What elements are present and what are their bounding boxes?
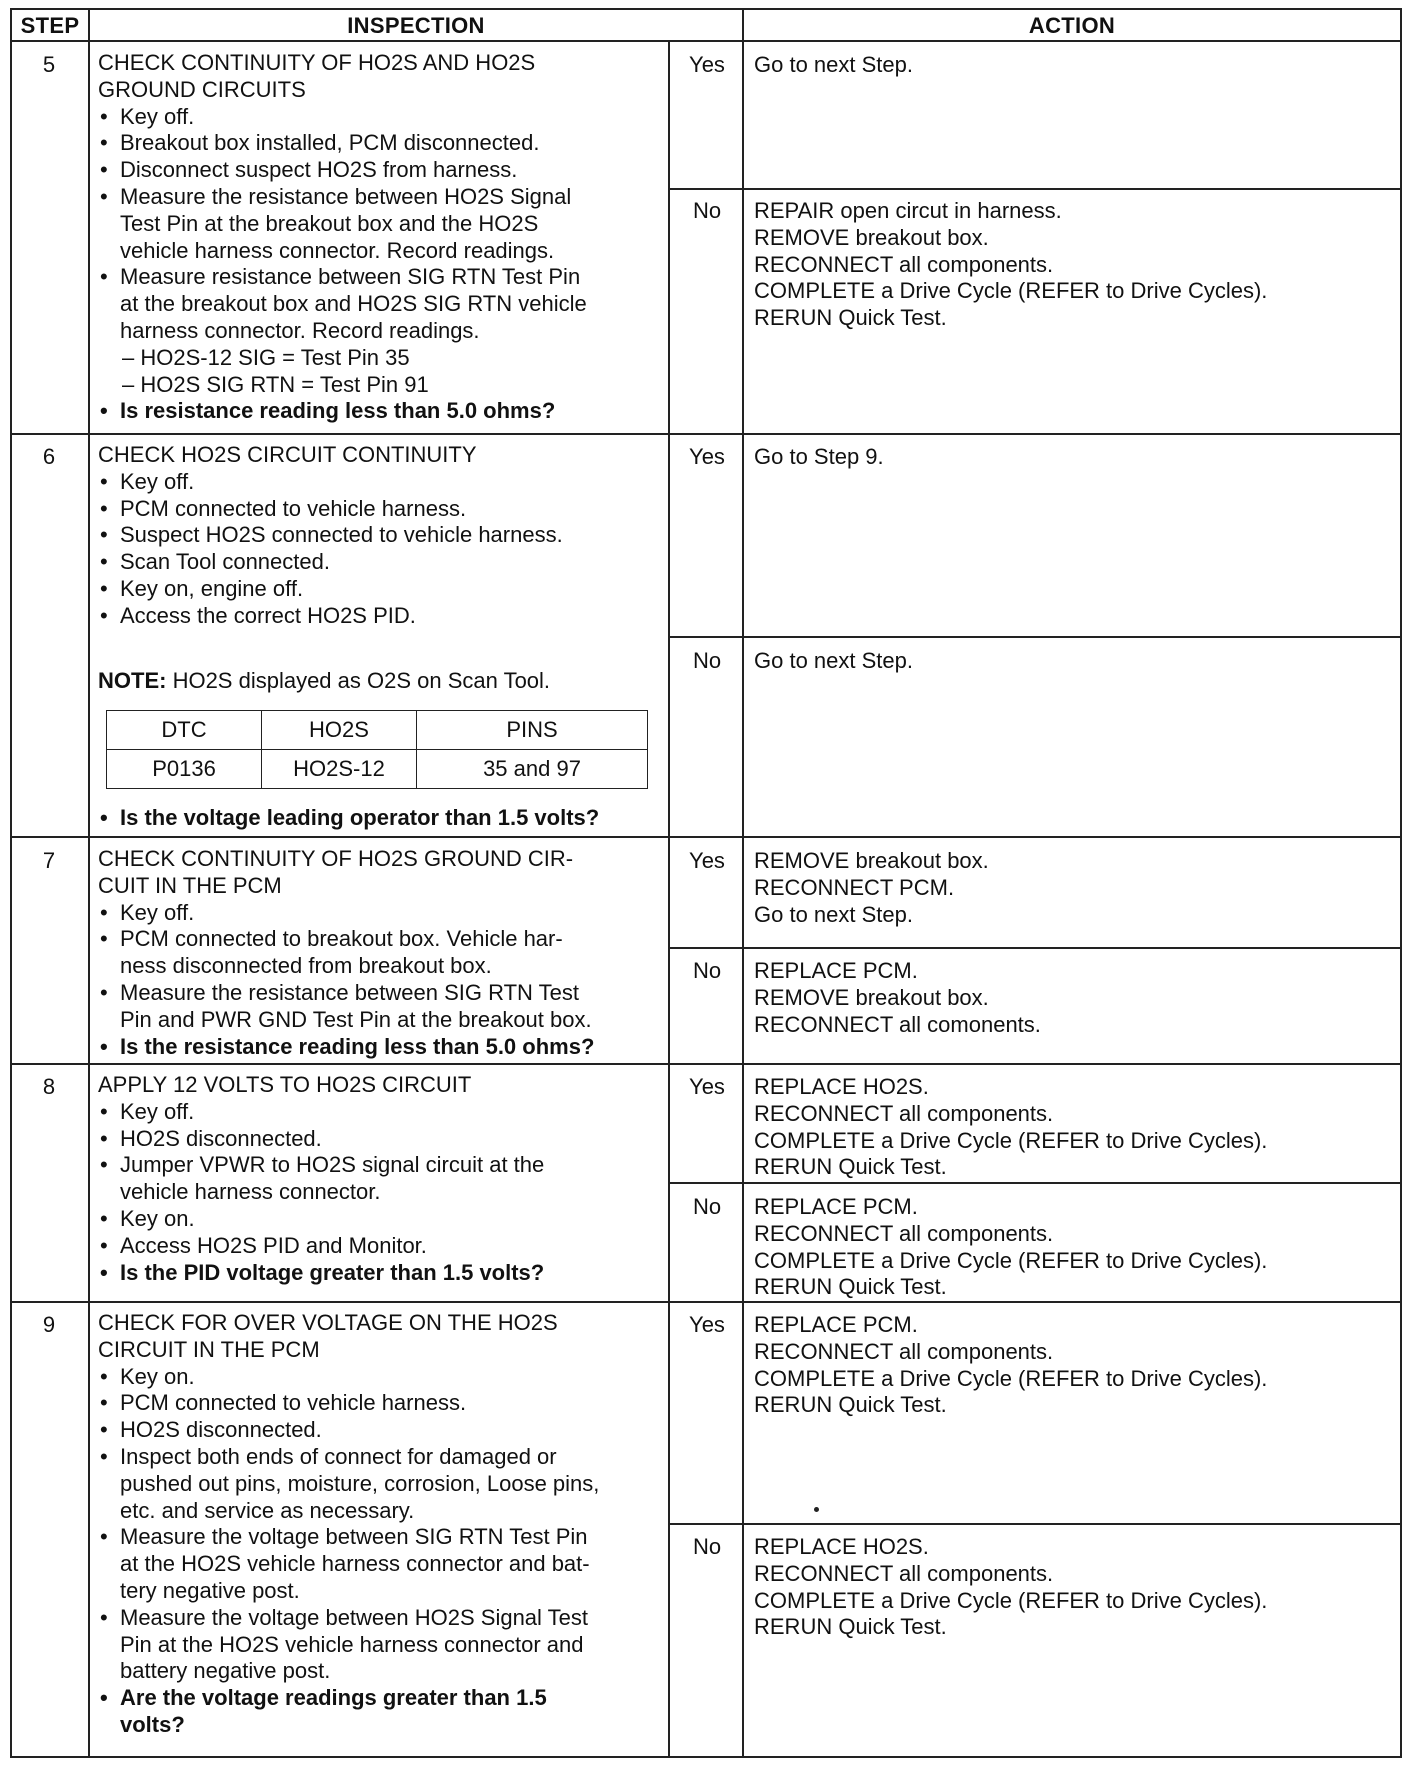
- bullet-item: • Measure the voltage between HO2S Signal Test Pin at the HO2S vehicle harness connector and battery negative post.: [98, 1605, 664, 1685]
- sub-item: – HO2S-12 SIG = Test Pin 35: [122, 344, 410, 370]
- bullet-item: • Key on.: [98, 1206, 664, 1233]
- step-question: • Is resistance reading less than 5.0 ohms?: [98, 398, 664, 425]
- bullet-item: • Key off.: [98, 104, 664, 131]
- col-divider-inspection-yn: [668, 42, 670, 1756]
- step-question: • Is the resistance reading less than 5.0 ohms?: [98, 1034, 664, 1061]
- no-action: REPLACE HO2S. RECONNECT all components. COMPLETE a Drive Cycle (REFER to Drive Cycles). RERUN Quick Test.: [754, 1534, 1268, 1640]
- step-title: CHECK FOR OVER VOLTAGE ON THE HO2S CIRCUIT IN THE PCM: [98, 1310, 558, 1362]
- bullet-item: • Key off.: [98, 900, 664, 927]
- step-question: • Is the PID voltage greater than 1.5 volts?: [98, 1260, 664, 1287]
- bullet-item: • PCM connected to vehicle harness.: [98, 1390, 664, 1417]
- yes-action: Go to Step 9.: [754, 444, 884, 469]
- yes-label: Yes: [689, 444, 725, 469]
- step-5-inspection: [98, 50, 664, 425]
- yes-no-divider: [668, 1182, 1400, 1184]
- bullet-item: • Key off.: [98, 1099, 664, 1126]
- header-inspection: INSPECTION: [347, 13, 485, 38]
- step-question: • Are the voltage readings greater than 1.5 volts?: [98, 1685, 664, 1739]
- table-header-cell: DTC: [107, 711, 262, 750]
- no-label: No: [692, 958, 722, 983]
- no-label: No: [692, 1534, 722, 1559]
- yes-label: Yes: [689, 848, 725, 873]
- step-6-question: [98, 805, 668, 832]
- bullet-item: • Breakout box installed, PCM disconnected.: [98, 130, 664, 157]
- table-header-cell: HO2S: [262, 711, 417, 750]
- note-label: NOTE:: [98, 668, 167, 693]
- yes-label: Yes: [689, 1312, 725, 1337]
- no-label: No: [692, 198, 722, 223]
- no-label: No: [692, 1194, 722, 1219]
- yes-action: REPLACE PCM. RECONNECT all components. COMPLETE a Drive Cycle (REFER to Drive Cycles). RERUN Quick Test.: [754, 1312, 1268, 1418]
- yes-label: Yes: [689, 52, 725, 77]
- note: [98, 668, 550, 694]
- yes-label: Yes: [689, 1074, 725, 1099]
- step-number: 6: [42, 444, 56, 469]
- bullet-item: • Key on, engine off.: [98, 576, 664, 603]
- step-number: 8: [42, 1074, 56, 1099]
- step-title: CHECK HO2S CIRCUIT CONTINUITY: [98, 442, 477, 467]
- bullet-item: • HO2S disconnected.: [98, 1417, 664, 1444]
- table-cell: 35 and 97: [417, 750, 648, 789]
- step-title: APPLY 12 VOLTS TO HO2S CIRCUIT: [98, 1072, 472, 1097]
- bullet-item: • Key on.: [98, 1364, 664, 1391]
- step-title: CHECK CONTINUITY OF HO2S GROUND CIR- CUIT IN THE PCM: [98, 846, 574, 898]
- table-row: [107, 750, 648, 789]
- no-label: No: [692, 648, 722, 673]
- no-action: REPLACE PCM. REMOVE breakout box. RECONNECT all comonents.: [754, 958, 1041, 1037]
- step-7-inspection: [98, 846, 664, 1060]
- no-action: REPLACE PCM. RECONNECT all components. COMPLETE a Drive Cycle (REFER to Drive Cycles). RERUN Quick Test.: [754, 1194, 1268, 1300]
- table-cell: HO2S-12: [262, 750, 417, 789]
- no-action: Go to next Step.: [754, 648, 913, 673]
- row-divider: [12, 836, 1400, 838]
- bullet-item: • Measure resistance between SIG RTN Test Pin at the breakout box and HO2S SIG RTN vehicle harness connector. Record readings. – HO2S-12 SIG = Test Pin 35 – HO2S SIG RTN = Test Pin 91: [98, 264, 664, 398]
- bullet-item: • Suspect HO2S connected to vehicle harness.: [98, 522, 664, 549]
- step-number: 5: [42, 52, 56, 77]
- bullet-item: • Key off.: [98, 469, 664, 496]
- diagnostic-table: [10, 8, 1402, 1758]
- yes-no-divider: [668, 1523, 1400, 1525]
- row-divider: [12, 1301, 1400, 1303]
- bullet-item: • HO2S disconnected.: [98, 1126, 664, 1153]
- table-header-row: [107, 711, 648, 750]
- yes-action: Go to next Step.: [754, 52, 913, 77]
- col-divider-action: [742, 10, 744, 1756]
- bullet-item: • Access the correct HO2S PID.: [98, 603, 664, 630]
- step-number: 7: [42, 848, 56, 873]
- yes-action: REPLACE HO2S. RECONNECT all components. COMPLETE a Drive Cycle (REFER to Drive Cycles). RERUN Quick Test.: [754, 1074, 1268, 1180]
- bullet-item: • Jumper VPWR to HO2S signal circuit at the vehicle harness connector.: [98, 1152, 664, 1206]
- step-question: • Is the voltage leading operator than 1.5 volts?: [98, 805, 668, 832]
- step-title: CHECK CONTINUITY OF HO2S AND HO2S GROUND CIRCUITS: [98, 50, 536, 102]
- note-text: HO2S displayed as O2S on Scan Tool.: [166, 668, 551, 693]
- bullet-item: • Access HO2S PID and Monitor.: [98, 1233, 664, 1260]
- yes-no-divider: [668, 636, 1400, 638]
- bullet-item: • Inspect both ends of connect for damaged or pushed out pins, moisture, corrosion, Loose pins, etc. and service as necessary.: [98, 1444, 664, 1524]
- step-number: 9: [42, 1312, 56, 1337]
- sub-item: – HO2S SIG RTN = Test Pin 91: [122, 371, 429, 397]
- dtc-pin-table: [106, 710, 648, 789]
- yes-action: REMOVE breakout box. RECONNECT PCM. Go to next Step.: [754, 848, 989, 927]
- table-header-cell: PINS: [417, 711, 648, 750]
- yes-no-divider: [668, 188, 1400, 190]
- bullet-item: • PCM connected to breakout box. Vehicle har- ness disconnected from breakout box.: [98, 926, 664, 980]
- row-divider: [12, 433, 1400, 435]
- step-6-inspection: [98, 442, 664, 630]
- bullet-item: • Disconnect suspect HO2S from harness.: [98, 157, 664, 184]
- step-9-inspection: [98, 1310, 664, 1739]
- table-cell: P0136: [107, 750, 262, 789]
- row-divider: [12, 1063, 1400, 1065]
- header-step: STEP: [20, 13, 80, 38]
- col-divider-step: [88, 10, 90, 1756]
- no-action: REPAIR open circut in harness. REMOVE breakout box. RECONNECT all components. COMPLETE a Drive Cycle (REFER to Drive Cycles). RERUN Quick Test.: [754, 198, 1268, 331]
- bullet-item: • Measure the resistance between HO2S Signal Test Pin at the breakout box and the HO2S vehicle harness connector. Record readings.: [98, 184, 664, 264]
- stray-mark: [814, 1507, 819, 1512]
- bullet-item: • Measure the voltage between SIG RTN Test Pin at the HO2S vehicle harness connector and bat- tery negative post.: [98, 1524, 664, 1604]
- yes-no-divider: [668, 947, 1400, 949]
- header-action: ACTION: [1028, 13, 1116, 38]
- bullet-item: • Measure the resistance between SIG RTN Test Pin and PWR GND Test Pin at the breakout box.: [98, 980, 664, 1034]
- step-8-inspection: [98, 1072, 664, 1286]
- bullet-item: • PCM connected to vehicle harness.: [98, 496, 664, 523]
- bullet-item: • Scan Tool connected.: [98, 549, 664, 576]
